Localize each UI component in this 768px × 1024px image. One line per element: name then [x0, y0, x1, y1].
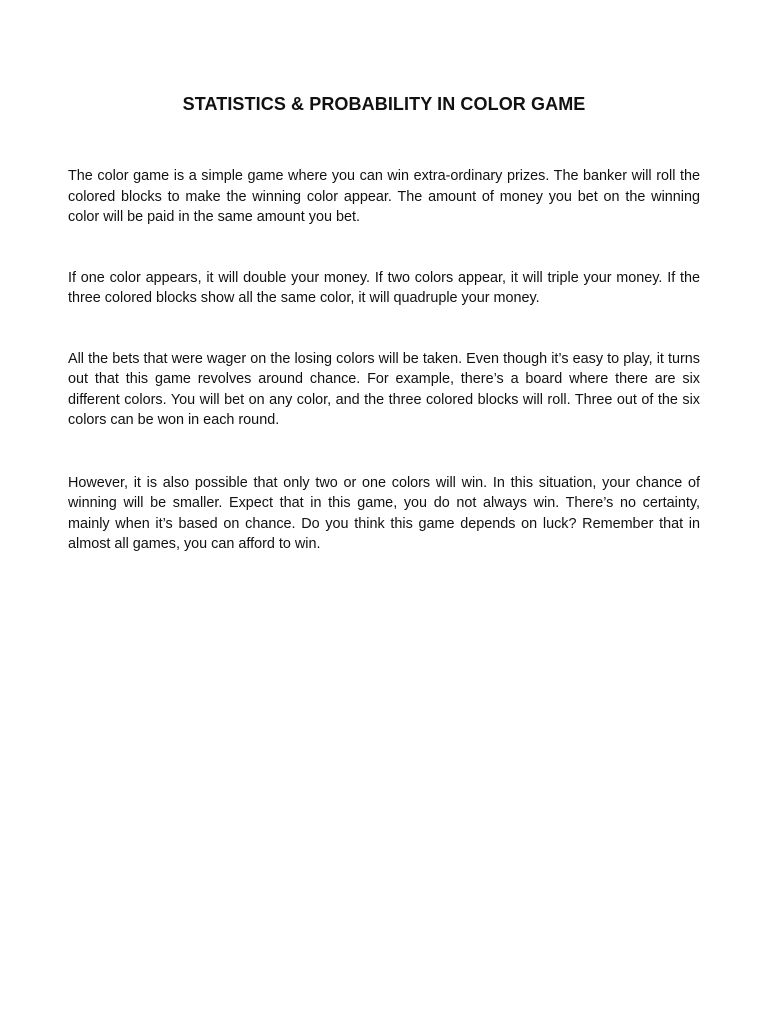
paragraph-winning-probability: However, it is also possible that only two or one colors will win. In this situation, your chance of winning will be smaller. Expect that in this game, you do not always win. There’s no certainty, mainly when it’s based on chance. Do you think this game depends on luck? Remember that in almost all games, you can afford to win.	[68, 474, 700, 552]
paragraph-color-game-intro: The color game is a simple game where you can win extra-ordinary prizes. The banker will roll the colored blocks to make the winning color appear. The amount of money you bet on the winning color will be paid in the same amount you bet.	[68, 168, 700, 225]
paragraph-payout-rules: If one color appears, it will double your money. If two colors appear, it will triple your money. If the three colored blocks show all the same color, it will quadruple your money.	[68, 269, 700, 306]
document-title: STATISTICS & PROBABILITY IN COLOR GAME	[182, 94, 586, 114]
paragraph-losing-bets-chance: All the bets that were wager on the losing colors will be taken. Even though it’s easy to play, it turns out that this game revolves around chance. For example, there’s a board where there are six different colors. You will bet on any color, and the three colored blocks will roll. Three out of the six colors can be won in each round.	[68, 350, 700, 428]
